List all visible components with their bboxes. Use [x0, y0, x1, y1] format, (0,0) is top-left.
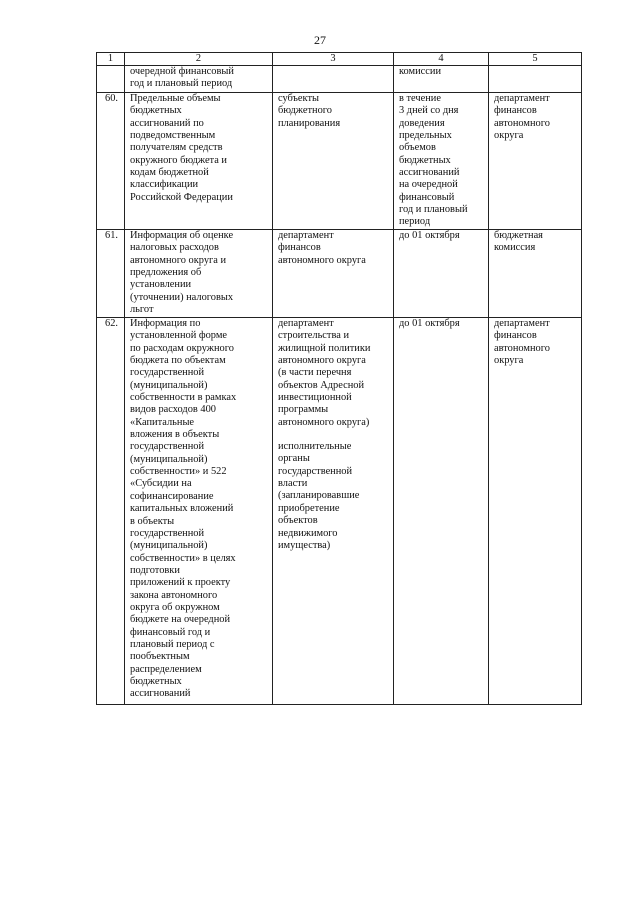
text-line: автономного округа	[278, 254, 366, 266]
text-line: объектов	[278, 515, 318, 527]
text-line: в объекты	[130, 515, 175, 527]
text-line: департамент	[278, 318, 334, 329]
row-recipient	[489, 230, 582, 318]
text-line: финансов	[494, 330, 537, 342]
text-line: подготовки	[130, 564, 180, 576]
text-line: объемов	[399, 142, 436, 154]
header-col-5: 5	[489, 53, 582, 66]
text-line: имущества)	[278, 539, 331, 551]
schedule-table	[96, 52, 582, 705]
cont-num-cell	[97, 66, 125, 93]
text-line: субъекты	[278, 93, 319, 104]
text-line: бюджетная	[494, 230, 543, 241]
responsible-group-1	[278, 318, 390, 429]
row-number: 61.	[97, 230, 125, 318]
header-row	[97, 53, 582, 66]
text-line: бюджетного	[278, 105, 332, 117]
text-line: государственной	[278, 465, 353, 477]
text-line: планирования	[278, 117, 341, 129]
text-line: подведомственным	[130, 130, 216, 142]
text-line: Информация по	[130, 318, 201, 329]
text-line: департамент	[494, 93, 550, 104]
table-row	[97, 93, 582, 230]
text-line: исполнительные	[278, 441, 352, 453]
row-deadline	[394, 318, 489, 705]
text-line: классификации	[130, 179, 199, 191]
text-line: собственности» в целях	[130, 552, 236, 564]
text-line: органы	[278, 453, 310, 465]
text-line: налоговых расходов	[130, 242, 219, 254]
text-line: (в части перечня	[278, 367, 352, 379]
text-line: установленной форме	[130, 330, 228, 342]
cont-col2-cell	[125, 66, 273, 93]
row-recipient	[489, 318, 582, 705]
text-line: (уточнении) налоговых	[130, 291, 234, 303]
row-responsible	[273, 230, 394, 318]
text-line: период	[399, 216, 431, 228]
text-line: пообъектным	[130, 651, 190, 663]
text-line: объектов Адресной	[278, 379, 365, 391]
text-line: (муниципальной)	[130, 453, 208, 465]
text-line: автономного округа)	[278, 416, 370, 428]
text-line: видов расходов 400	[130, 404, 217, 416]
continuation-row	[97, 66, 582, 93]
responsible-group-2	[278, 441, 390, 552]
text-line: (запланировавшие	[278, 490, 360, 502]
text-line: приобретение	[278, 502, 340, 514]
text-line: ассигнований по	[130, 117, 204, 129]
row-description	[125, 93, 273, 230]
text-line: департамент	[278, 230, 334, 241]
row-number: 62.	[97, 318, 125, 705]
text-line: автономного округа и	[130, 254, 227, 266]
text-line: приложений к проекту	[130, 577, 231, 589]
text-line: (муниципальной)	[130, 540, 208, 552]
text-line: до 01 октября	[399, 230, 460, 241]
text-line: капитальных вложений	[130, 503, 234, 515]
text-line: государственной	[130, 527, 205, 539]
text-line: Российской Федерации	[130, 191, 233, 203]
text-line: до 01 октября	[399, 318, 460, 329]
text-line: финансовый год и	[130, 626, 211, 638]
text-line: распределением	[130, 663, 202, 675]
text-line: 3 дней со дня	[399, 105, 459, 117]
text-line: собственности» и 522	[130, 466, 227, 478]
header-col-3: 3	[273, 53, 394, 66]
text-line: предельных	[399, 130, 452, 142]
text-line: кодам бюджетной	[130, 167, 209, 179]
text-line: очередной финансовый	[130, 66, 234, 77]
text-line: год и плановый	[399, 204, 468, 216]
text-line: финансовый	[399, 191, 455, 203]
text-line: установлении	[130, 279, 192, 291]
text-line: плановый период с	[130, 638, 215, 650]
text-line: комиссия	[494, 242, 536, 254]
cont-col5-cell	[489, 66, 582, 93]
row-responsible	[273, 318, 394, 705]
header-col-2: 2	[125, 53, 273, 66]
text-line: государственной	[130, 367, 205, 379]
text-line: (муниципальной)	[130, 379, 208, 391]
text-line: в течение	[399, 93, 441, 104]
text-line: закона автономного	[130, 589, 218, 601]
text-line: государственной	[130, 441, 205, 453]
text-line: финансов	[278, 242, 321, 254]
row-responsible	[273, 93, 394, 230]
text-line: ассигнований	[130, 688, 191, 700]
header-col-1: 1	[97, 53, 125, 66]
text-line: округа	[494, 130, 524, 142]
text-line: вложения в объекты	[130, 429, 220, 441]
text-line: автономного	[494, 117, 550, 129]
table-row	[97, 318, 582, 705]
text-line: ассигнований	[399, 167, 460, 179]
page-number: 27	[314, 33, 326, 47]
text-line: льгот	[130, 304, 154, 316]
text-line: предложения об	[130, 267, 202, 279]
text-line: комиссии	[399, 66, 441, 77]
row-number: 60.	[97, 93, 125, 230]
text-line: окружного бюджета и	[130, 154, 227, 166]
text-line: получателям средств	[130, 142, 223, 154]
text-line: «Субсидии на	[130, 478, 192, 490]
cont-col3-cell	[273, 66, 394, 93]
row-description	[125, 318, 273, 705]
text-line: бюджета по объектам	[130, 355, 226, 367]
text-line: на очередной	[399, 179, 458, 191]
text-line: строительства и	[278, 330, 349, 342]
row-deadline	[394, 230, 489, 318]
text-line: жилищной политики	[278, 342, 371, 354]
text-line: Предельные объемы	[130, 93, 221, 104]
text-line: автономного	[494, 342, 550, 354]
text-line: финансов	[494, 105, 537, 117]
row-recipient	[489, 93, 582, 230]
cont-col4-cell	[394, 66, 489, 93]
text-line: недвижимого	[278, 527, 338, 539]
text-line: «Капитальные	[130, 416, 195, 428]
text-line: доведения	[399, 117, 445, 129]
text-line: Информация об оценке	[130, 230, 234, 241]
text-line: округа	[494, 355, 524, 367]
text-line: департамент	[494, 318, 550, 329]
text-line: софинансирование	[130, 490, 214, 502]
text-line: по расходам окружного	[130, 342, 234, 354]
table-row	[97, 230, 582, 318]
text-line: бюджетных	[130, 105, 182, 117]
text-line: год и плановый период	[130, 78, 233, 90]
row-deadline	[394, 93, 489, 230]
text-line: округа об окружном	[130, 601, 220, 613]
text-line: собственности в рамках	[130, 392, 237, 404]
header-col-4: 4	[394, 53, 489, 66]
text-line: власти	[278, 478, 308, 490]
text-line: бюджетных	[399, 154, 451, 166]
text-line: бюджете на очередной	[130, 614, 231, 626]
text-line: программы	[278, 404, 329, 416]
row-description	[125, 230, 273, 318]
text-line: бюджетных	[130, 675, 182, 687]
text-line: инвестиционной	[278, 392, 352, 404]
text-line: автономного округа	[278, 355, 366, 367]
